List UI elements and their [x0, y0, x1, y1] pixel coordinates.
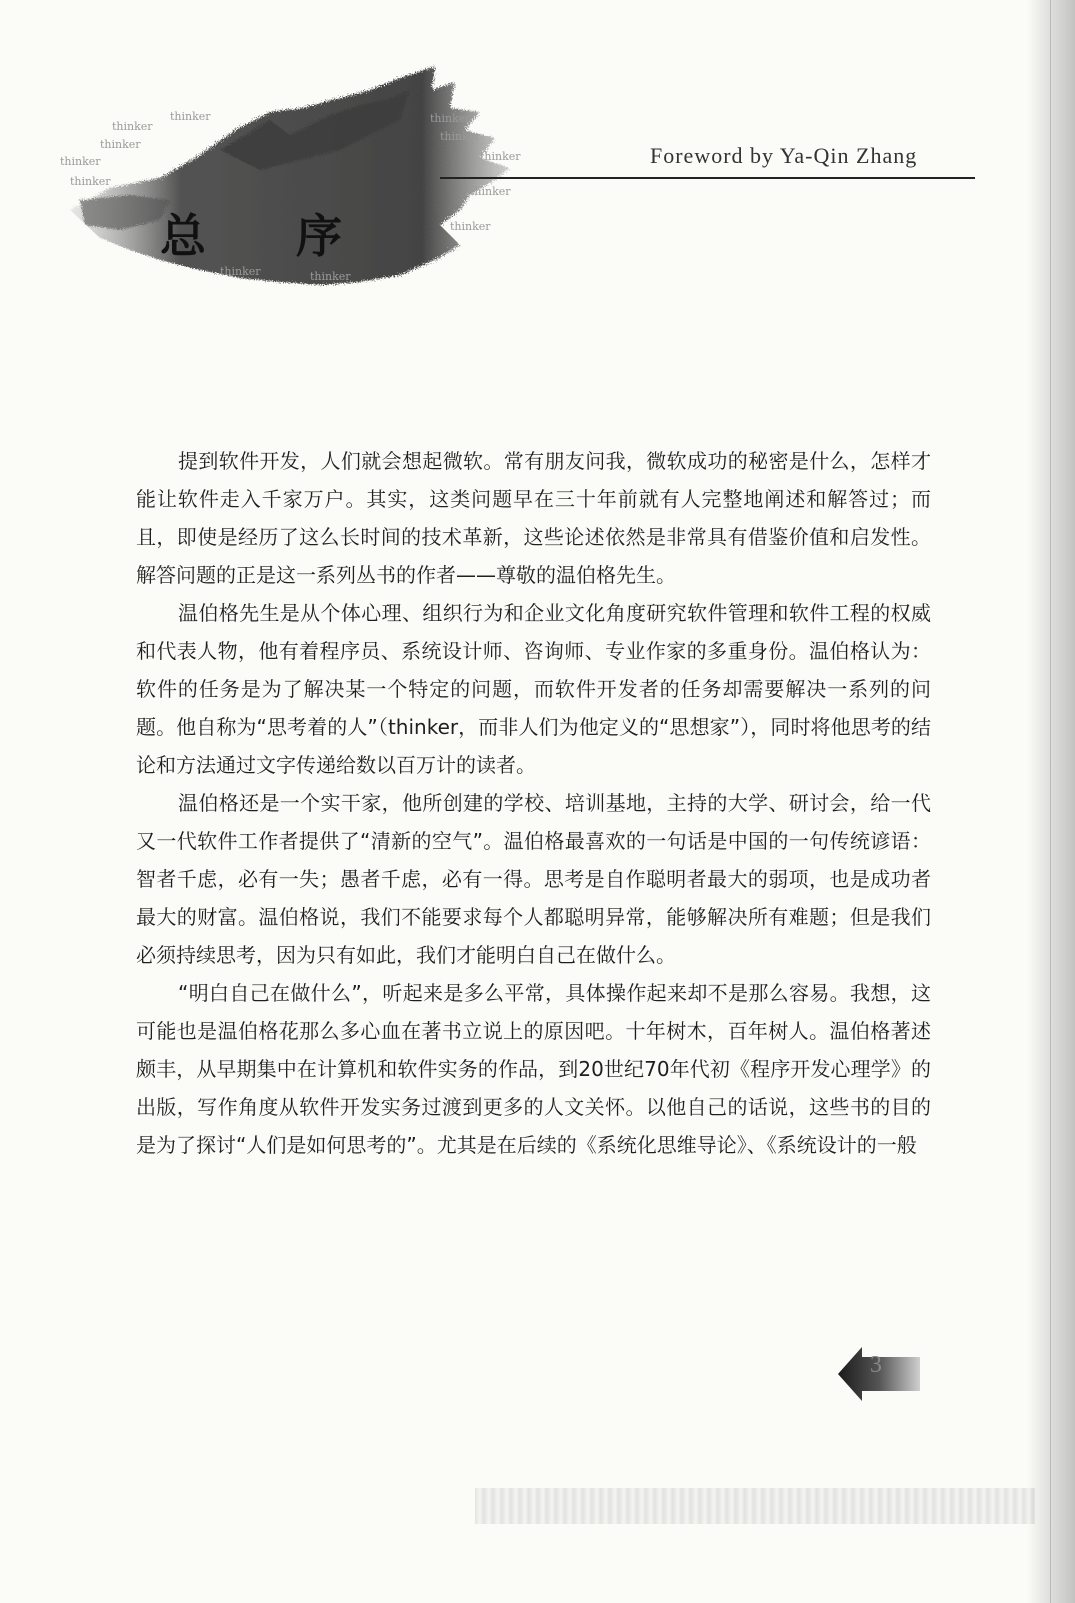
section-title: 总序 — [160, 209, 432, 263]
page-edge-shadow — [1027, 0, 1075, 1603]
header-brush-art — [40, 60, 560, 310]
thinker-watermark: thinker — [220, 265, 261, 278]
thinker-watermark: thinker — [430, 112, 471, 125]
thinker-watermark: thinker — [170, 110, 211, 123]
thinker-watermark: thinker — [70, 175, 111, 188]
page-number: 3 — [870, 1352, 882, 1378]
thinker-watermark: thinker — [60, 155, 101, 168]
thinker-watermark: thinker — [480, 150, 521, 163]
paragraph: 温伯格还是一个实干家，他所创建的学校、培训基地，主持的大学、研讨会，给一代又一代软件工作者提供了“清新的空气”。温伯格最喜欢的一句话是中国的一句传统谚语：智者千虑，必有一失；愚者千虑，必有一得。思考是自作聪明者最大的弱项，也是成功者最大的财富。温伯格说，我们不能要求每个人都聪明异常，能够解决所有难题；但是我们必须持续思考，因为只有如此，我们才能明白自己在做什么。 — [136, 791, 931, 967]
thinker-watermark: thinker — [112, 120, 153, 133]
thinker-watermark: thinker — [100, 138, 141, 151]
paragraph: “明白自己在做什么”，听起来是多么平常，具体操作起来却不是那么容易。我想，这可能也是温伯格花那么多心血在著书立说上的原因吧。十年树木，百年树人。温伯格著述颇丰，从早期集中在计算机和软件实务的作品，到20世纪70年代初《程序开发心理学》的出版，写作角度从软件开发实务过渡到更多的人文关怀。以他自己的话说，这些书的目的是为了探讨“人们是如何思考的”。尤其是在后续的《系统化思维导论》、《系统设计的一般 — [136, 981, 931, 1157]
scan-artifact — [475, 1488, 1035, 1524]
paragraph: 温伯格先生是从个体心理、组织行为和企业文化角度研究软件管理和软件工程的权威和代表人物，他有着程序员、系统设计师、咨询师、专业作家的多重身份。温伯格认为：软件的任务是为了解决某一个特定的问题，而软件开发者的任务却需要解决一系列的问题。他自称为“思考着的人”（thinker，而非人们为他定义的“思想家”），同时将他思考的结论和方法通过文字传递给数以百万计的读者。 — [136, 601, 931, 777]
foreword-label: Foreword by Ya-Qin Zhang — [650, 143, 918, 168]
thinker-watermark: thinker — [470, 185, 511, 198]
thinker-watermark: thinker — [310, 270, 351, 283]
thinker-watermark: thinker — [440, 130, 481, 143]
header-rule — [440, 177, 975, 179]
body-text — [136, 442, 931, 1164]
thinker-watermark: thinker — [450, 220, 491, 233]
paragraph: 提到软件开发，人们就会想起微软。常有朋友问我，微软成功的秘密是什么，怎样才能让软件走入千家万户。其实，这类问题早在三十年前就有人完整地阐述和解答过；而且，即使是经历了这么长时间的技术革新，这些论述依然是非常具有借鉴价值和启发性。解答问题的正是这一系列丛书的作者——尊敬的温伯格先生。 — [136, 449, 931, 587]
page-edge-line — [1050, 0, 1051, 1603]
